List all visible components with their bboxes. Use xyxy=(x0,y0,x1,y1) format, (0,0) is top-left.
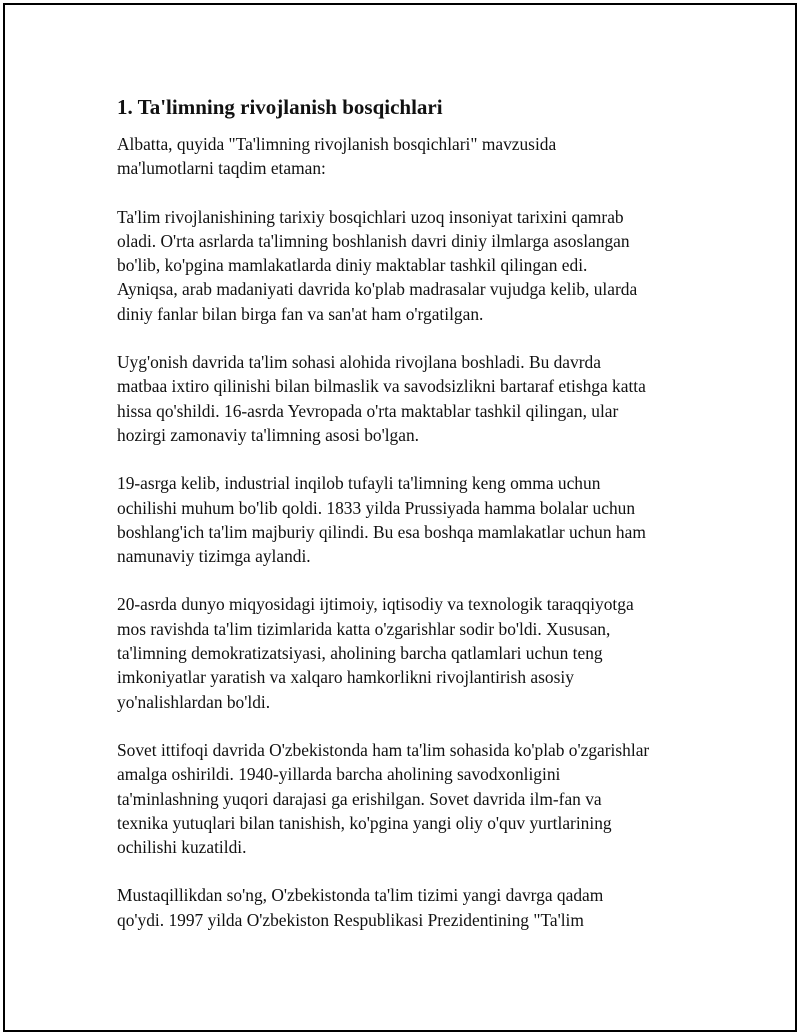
paragraph xyxy=(117,132,697,181)
text-line: ochilishi kuzatildi. xyxy=(117,837,247,858)
text-line: namunaviy tizimga aylandi. xyxy=(117,546,311,567)
text-line: 20-asrda dunyo miqyosidagi ijtimoiy, iqtisodiy va texnologik taraqqiyotga xyxy=(117,594,634,615)
text-line: texnika yutuqlari bilan tanishish, ko'pgina yangi oliy o'quv yurtlarining xyxy=(117,812,612,833)
section-heading: 1. Ta'limning rivojlanish bosqichlari xyxy=(117,95,443,119)
text-line: oladi. O'rta asrlarda ta'limning boshlanish davri diniy ilmlarga asoslangan xyxy=(117,230,630,251)
text-line: boshlang'ich ta'lim majburiy qilindi. Bu esa boshqa mamlakatlar uchun ham xyxy=(117,521,646,542)
text-line: Sovet ittifoqi davrida O'zbekistonda ham ta'lim sohasida ko'plab o'zgarishlar xyxy=(117,739,650,760)
paragraph xyxy=(117,592,697,713)
paragraph xyxy=(117,350,697,447)
text-line: ochilishi muhum bo'lib qoldi. 1833 yilda Prussiyada hamma bolalar uchun xyxy=(117,497,636,518)
text-line: hissa qo'shildi. 16-asrda Yevropada o'rta maktablar tashkil qilingan, ular xyxy=(117,400,619,421)
text-line: ta'limning demokratizatsiyasi, aholining barcha qatlamlari uchun teng xyxy=(117,643,603,664)
text-line: imkoniyatlar yaratish va xalqaro hamkorlikni rivojlantirish asosiy xyxy=(117,667,574,688)
text-line: hozirgi zamonaviy ta'limning asosi bo'lgan. xyxy=(117,424,420,445)
text-line: diniy fanlar bilan birga fan va san'at ham o'rgatilgan. xyxy=(117,303,484,324)
text-line: qo'ydi. 1997 yilda O'zbekiston Respublikasi Prezidentining "Ta'lim xyxy=(117,909,584,930)
text-line: Uyg'onish davrida ta'lim sohasi alohida rivojlana boshladi. Bu davrda xyxy=(117,352,601,373)
paragraph xyxy=(117,205,697,326)
paragraph xyxy=(117,738,697,859)
text-line: matbaa ixtiro qilinishi bilan bilmaslik va savodsizlikni bartaraf etishga katta xyxy=(117,376,646,397)
paragraph xyxy=(117,883,697,932)
text-line: mos ravishda ta'lim tizimlarida katta o'zgarishlar sodir bo'ldi. Xususan, xyxy=(117,618,611,639)
text-line: Ayniqsa, arab madaniyati davrida ko'plab madrasalar vujudga kelib, ularda xyxy=(117,279,638,300)
text-line: yo'nalishlardan bo'ldi. xyxy=(117,691,271,712)
paragraph-list xyxy=(117,132,697,932)
text-line: bo'lib, ko'pgina mamlakatlarda diniy maktablar tashkil qilingan edi. xyxy=(117,255,588,276)
paragraph xyxy=(117,471,697,568)
document-body xyxy=(117,94,697,956)
text-line: ta'minlashning yuqori darajasi ga erishilgan. Sovet davrida ilm-fan va xyxy=(117,788,602,809)
text-line: amalga oshirildi. 1940-yillarda barcha aholining savodxonligini xyxy=(117,764,561,785)
text-line: Mustaqillikdan so'ng, O'zbekistonda ta'lim tizimi yangi davrga qadam xyxy=(117,885,604,906)
text-line: ma'lumotlarni taqdim etaman: xyxy=(117,158,326,179)
text-line: Albatta, quyida "Ta'limning rivojlanish bosqichlari" mavzusida xyxy=(117,134,557,154)
text-line: Ta'lim rivojlanishining tarixiy bosqichlari uzoq insoniyat tarixini qamrab xyxy=(117,206,624,227)
text-line: 19-asrga kelib, industrial inqilob tufayli ta'limning keng omma uchun xyxy=(117,473,601,494)
